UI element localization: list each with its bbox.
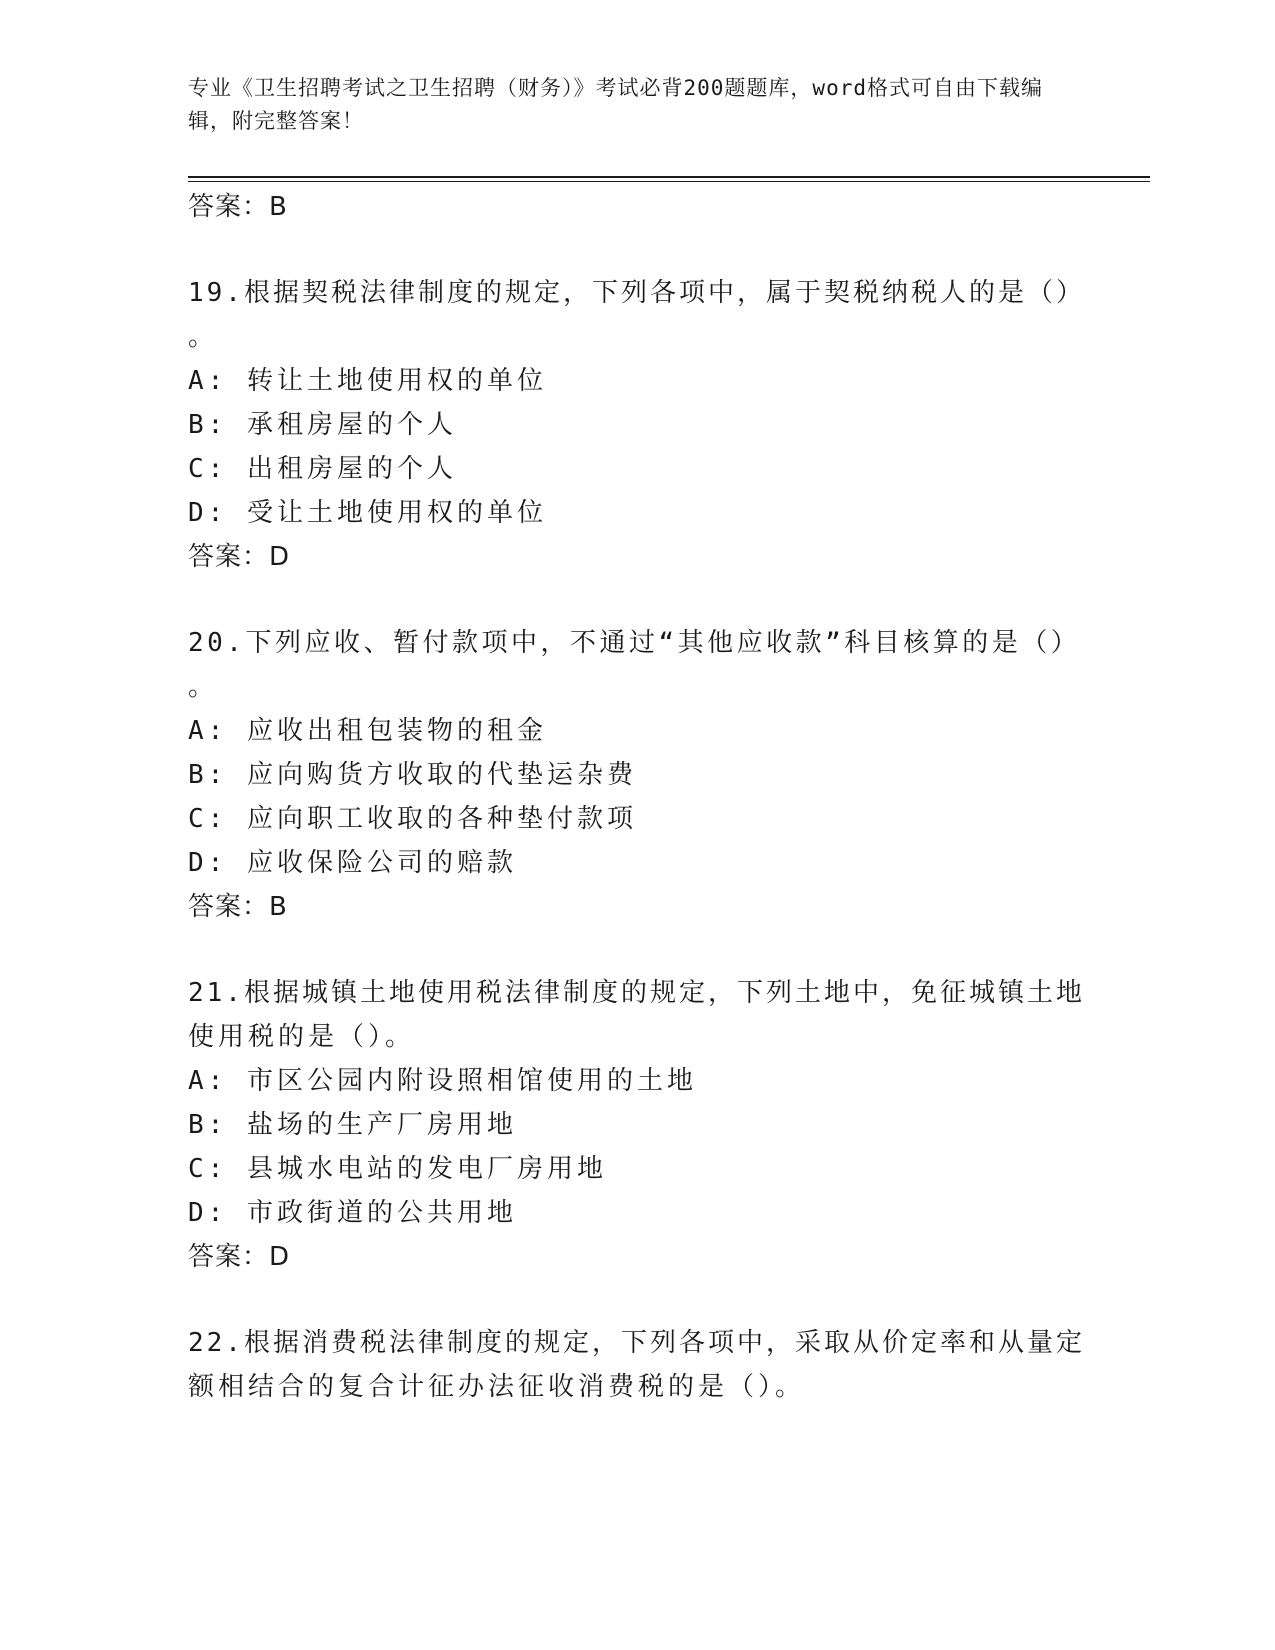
option-a: A: 市区公园内附设照相馆使用的土地 xyxy=(188,1066,697,1096)
question-stem-continued: 。 xyxy=(188,322,219,352)
header-divider-thick xyxy=(188,176,1150,178)
option-b: B: 盐场的生产厂房用地 xyxy=(188,1110,517,1140)
option-b: B: 应向购货方收取的代垫运杂费 xyxy=(188,760,637,790)
question-stem-continued: 。 xyxy=(188,672,219,702)
header-divider-thin xyxy=(188,181,1150,182)
question-stem-continued: 使用税的是（）。 xyxy=(188,1022,416,1052)
document-header: 专业《卫生招聘考试之卫生招聘（财务）》考试必背200题题库，word格式可自由下载编辑，附完整答案！ xyxy=(188,76,1043,133)
option-c: C: 应向职工收取的各种垫付款项 xyxy=(188,804,637,834)
option-c: C: 县城水电站的发电厂房用地 xyxy=(188,1154,607,1184)
question-stem: 19.根据契税法律制度的规定，下列各项中，属于契税纳税人的是（） xyxy=(188,278,1085,308)
question-stem-continued: 额相结合的复合计征办法征收消费税的是（）。 xyxy=(188,1372,806,1402)
question-stem: 22.根据消费税法律制度的规定，下列各项中，采取从价定率和从量定 xyxy=(188,1328,1085,1358)
option-b: B: 承租房屋的个人 xyxy=(188,410,457,440)
question-stem: 21.根据城镇土地使用税法律制度的规定，下列土地中，免征城镇土地 xyxy=(188,978,1085,1008)
answer: 答案：D xyxy=(188,542,291,572)
option-d: D: 应收保险公司的赔款 xyxy=(188,848,517,878)
answer: 答案：B xyxy=(188,892,288,922)
option-d: D: 市政街道的公共用地 xyxy=(188,1198,517,1228)
option-a: A: 转让土地使用权的单位 xyxy=(188,366,547,396)
answer: 答案：D xyxy=(188,1242,291,1272)
option-d: D: 受让土地使用权的单位 xyxy=(188,498,547,528)
option-a: A: 应收出租包装物的租金 xyxy=(188,716,547,746)
question-stem: 20.下列应收、暂付款项中，不通过“其他应收款”科目核算的是（） xyxy=(188,628,1081,658)
previous-answer: 答案：B xyxy=(188,192,288,222)
option-c: C: 出租房屋的个人 xyxy=(188,454,457,484)
